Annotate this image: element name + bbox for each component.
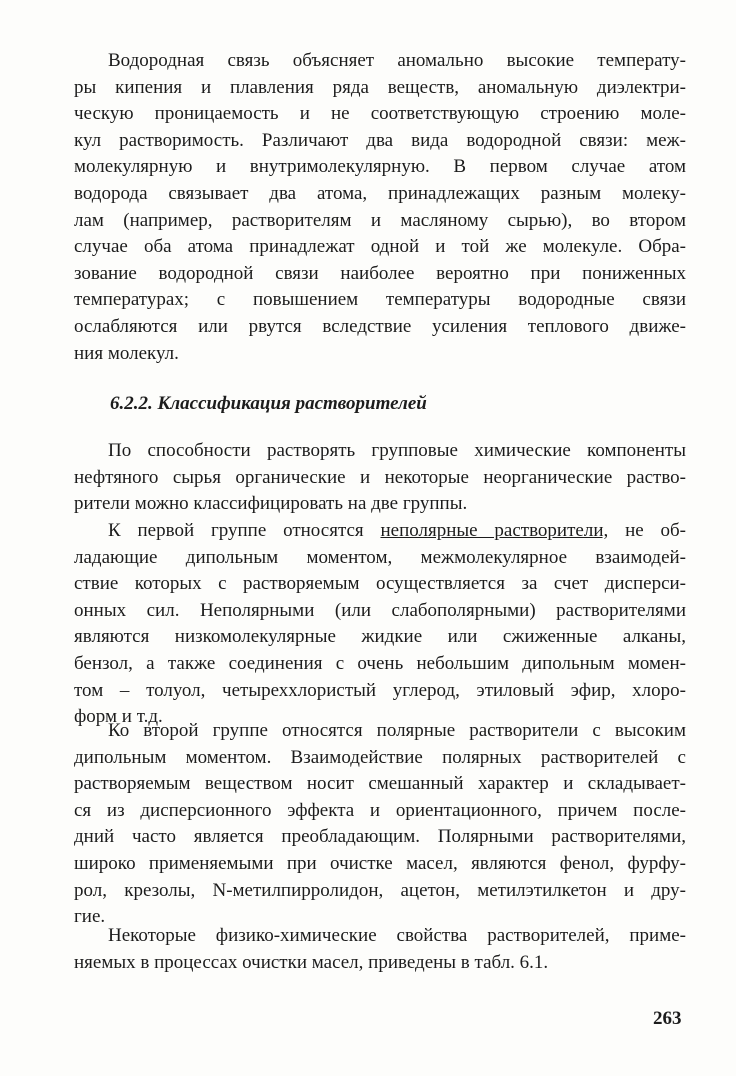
text-line: нефтяного сырья органические и некоторые неорганические раство- <box>74 466 686 488</box>
text-fragment: не об- <box>608 520 686 541</box>
text-line: ствие которых с растворяемым осуществляется за счет дисперси- <box>74 573 686 595</box>
text-line: ся из дисперсионного эффекта и ориентационного, причем после- <box>74 799 686 821</box>
text-line: дипольным моментом. Взаимодействие полярных растворителей с <box>74 746 686 768</box>
text-line: форм и т.д. <box>74 706 163 728</box>
text-line: рители можно классифицировать на две группы. <box>74 493 468 515</box>
text-line: По способности растворять групповые химические компоненты <box>108 440 686 461</box>
text-line: том – толуол, четыреххлористый углерод, этиловый эфир, хлоро- <box>74 679 686 701</box>
text-line <box>74 518 686 545</box>
text-line: являются низкомолекулярные жидкие или сжиженные алканы, <box>74 626 686 648</box>
paragraph-hydrogen-bond <box>74 48 686 367</box>
text-fragment: К первой группе относятся <box>108 520 381 541</box>
text-line: случае оба атома принадлежат одной и той же молекуле. Обра- <box>74 236 686 258</box>
text-line: ния молекул. <box>74 342 179 364</box>
page-number: 263 <box>653 1008 682 1029</box>
text-line: молекулярную и внутримолекулярную. В первом случае атом <box>74 156 686 178</box>
text-line: ладающие дипольным моментом, межмолекулярное взаимодей- <box>74 546 686 568</box>
section-heading: 6.2.2. Классификация растворителей <box>110 393 427 414</box>
text-line: онных сил. Неполярными (или слабополярными) растворителями <box>74 599 686 621</box>
text-line: кул растворимость. Различают два вида водородной связи: меж- <box>74 129 686 151</box>
paragraph-polar-solvents <box>74 718 686 931</box>
paragraph-classification-intro <box>74 438 686 518</box>
text-line: дний часто является преобладающим. Полярными растворителями, <box>74 826 686 848</box>
text-line: температурах; с повышением температуры водородные связи <box>74 289 686 311</box>
text-line: широко применяемыми при очистке масел, являются фенол, фурфу- <box>74 852 686 874</box>
text-line: няемых в процессах очистки масел, приведены в табл. 6.1. <box>74 951 549 973</box>
text-line: Водородная связь объясняет аномально высокие температу- <box>108 50 686 71</box>
paragraph-table-reference <box>74 923 686 976</box>
underlined-term: неполярные растворители, <box>380 520 609 541</box>
text-line: гие. <box>74 906 106 928</box>
text-line: рол, крезолы, N-метилпирролидон, ацетон, метилэтилкетон и дру- <box>74 879 686 901</box>
text-line: лам (например, растворителям и масляному сырью), во втором <box>74 209 686 231</box>
text-line: водорода связывает два атома, принадлежащих разным молеку- <box>74 182 686 204</box>
text-line: Некоторые физико-химические свойства растворителей, приме- <box>108 925 686 946</box>
text-line: ры кипения и плавления ряда веществ, аномальную диэлектри- <box>74 76 686 98</box>
text-line: Ко второй группе относятся полярные растворители с высоким <box>108 720 686 741</box>
text-line: растворяемым веществом носит смешанный характер и складывает- <box>74 773 686 795</box>
text-line: бензол, а также соединения с очень небольшим дипольным момен- <box>74 652 686 674</box>
paragraph-nonpolar-solvents <box>74 518 686 731</box>
text-line: зование водородной связи наиболее вероятно при пониженных <box>74 262 686 284</box>
text-line: ослабляются или рвутся вследствие усиления теплового движе- <box>74 315 686 337</box>
text-line: ческую проницаемость и не соответствующую строению моле- <box>74 103 686 125</box>
